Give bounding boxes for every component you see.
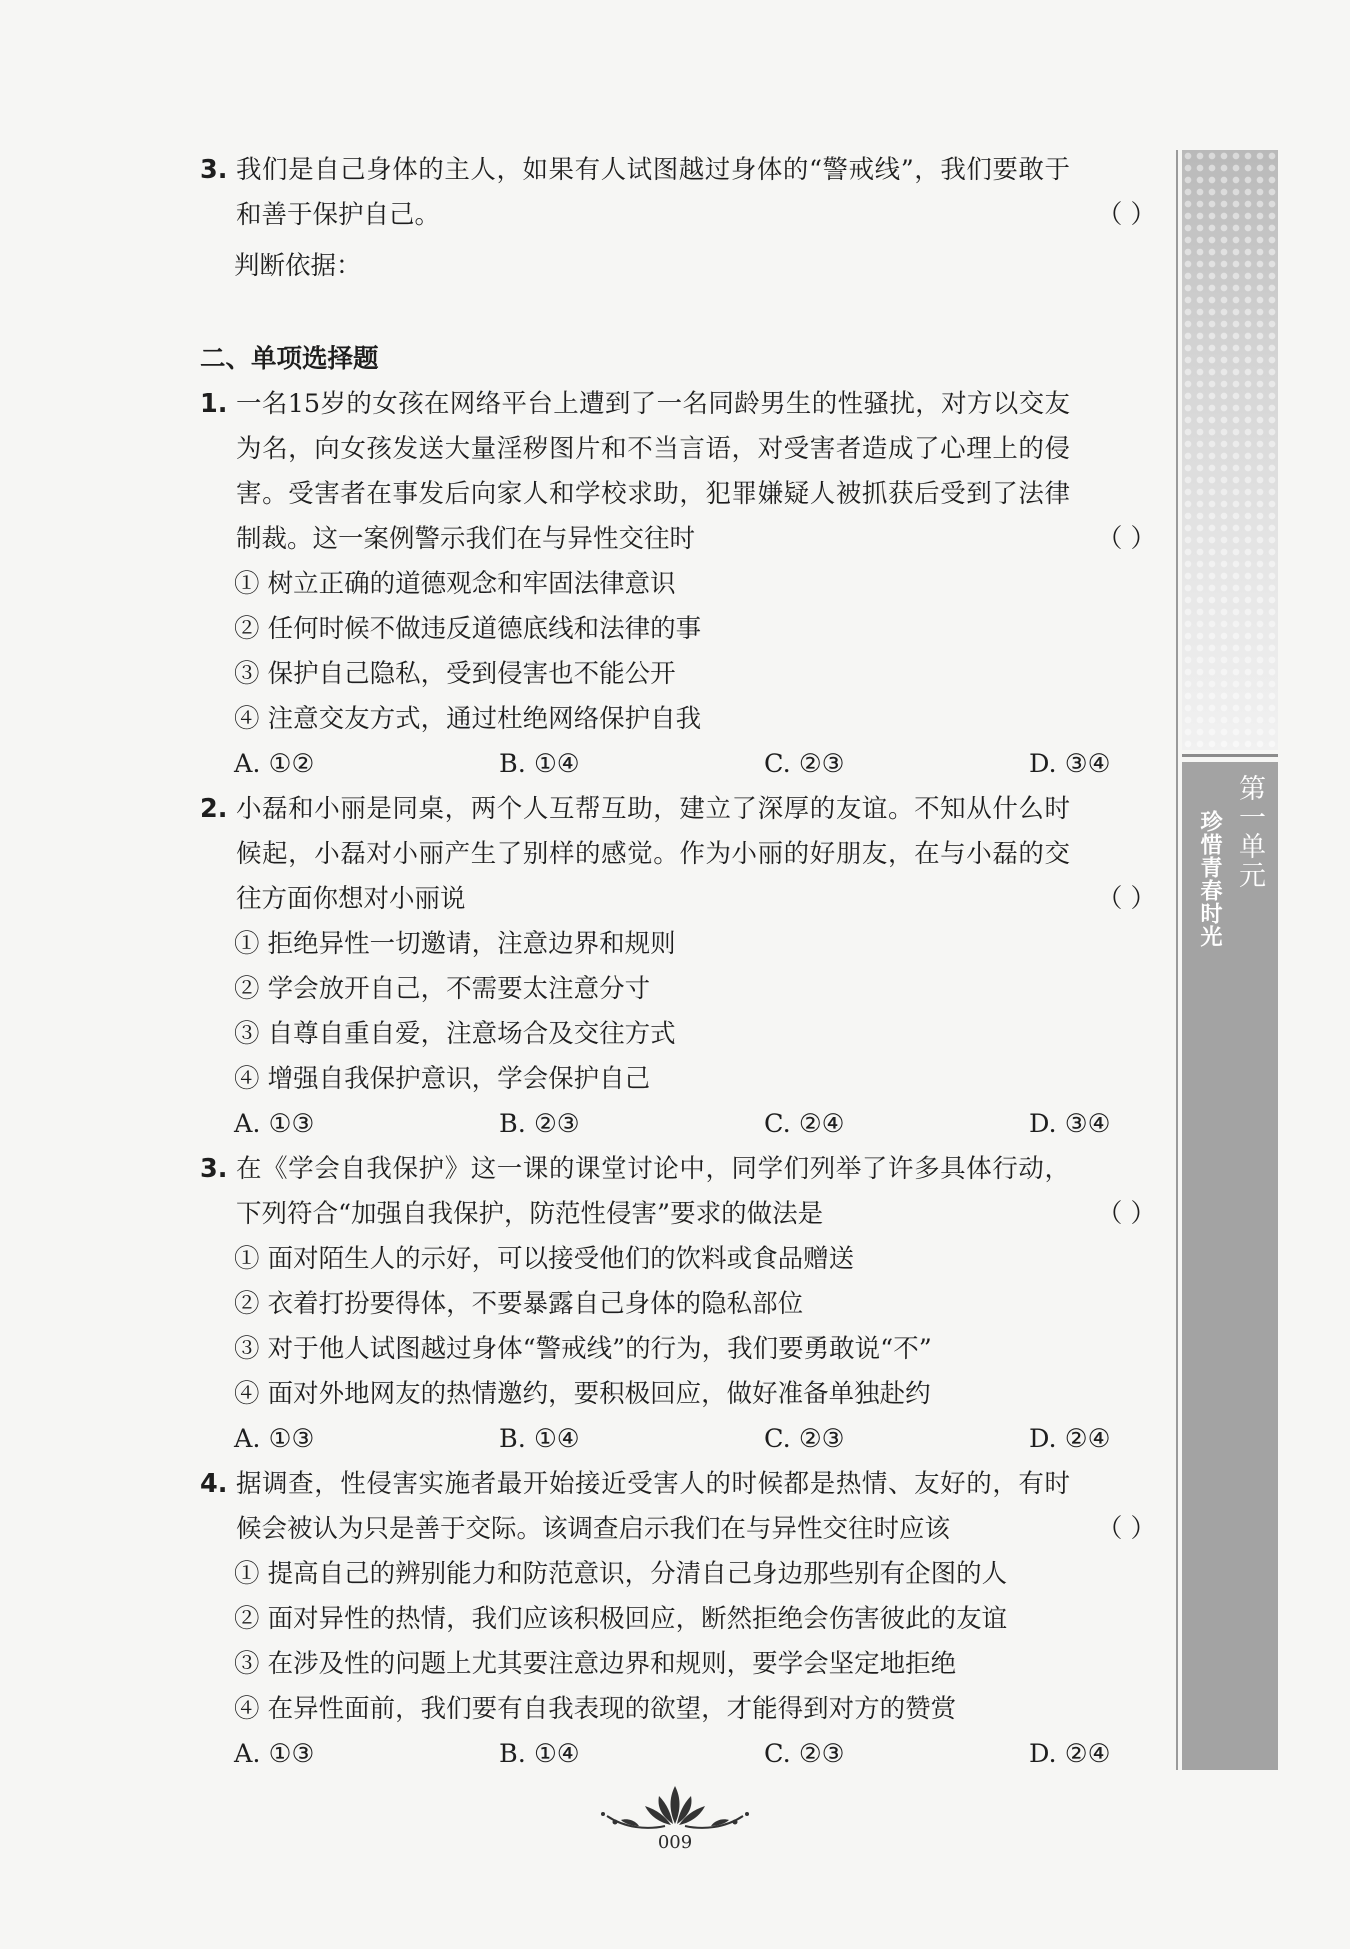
choice-b: B. ①④ — [499, 749, 580, 779]
question-number: 3. — [200, 155, 228, 185]
answer-parentheses: （ ） — [1096, 1199, 1156, 1229]
choice-a: A. ①③ — [234, 1109, 315, 1139]
option-item: ④ 面对外地网友的热情邀约，要积极回应，做好准备单独赴约 — [234, 1379, 931, 1409]
sidebar-divider — [1182, 754, 1278, 757]
option-item: ② 面对异性的热情，我们应该积极回应，断然拒绝会伤害彼此的友谊 — [234, 1604, 1008, 1634]
choice-c: C. ②③ — [764, 1424, 845, 1454]
option-item: ③ 自尊自重自爱，注意场合及交往方式 — [234, 1019, 676, 1049]
mc-question-2 — [200, 787, 1160, 1147]
question-stem — [236, 1462, 1160, 1552]
option-item: ① 提高自己的辨别能力和防范意识，分清自己身边那些别有企图的人 — [234, 1559, 1008, 1589]
answer-parentheses: （ ） — [1096, 884, 1156, 914]
choice-a: A. ①③ — [234, 1739, 315, 1769]
choice-a: A. ①② — [234, 749, 315, 779]
option-item: ④ 增强自我保护意识，学会保护自己 — [234, 1064, 651, 1094]
page-content — [200, 148, 1160, 1777]
page-footer — [595, 1780, 755, 1860]
floral-ornament-icon — [595, 1780, 755, 1832]
question-stem — [236, 382, 1160, 562]
question-stem — [236, 787, 1160, 922]
option-item: ② 学会放开自己，不需要太注意分寸 — [234, 974, 651, 1004]
question-number: 1. — [200, 389, 228, 419]
option-item: ③ 对于他人试图越过身体“警戒线”的行为，我们要勇敢说“不” — [234, 1334, 932, 1364]
choice-b: B. ①④ — [499, 1739, 580, 1769]
option-item: ① 面对陌生人的示好，可以接受他们的饮料或食品赠送 — [234, 1244, 855, 1274]
answer-parentheses: （ ） — [1096, 524, 1156, 554]
question-number: 3. — [200, 1154, 228, 1184]
judgment-basis-label: 判断依据： — [234, 251, 362, 281]
choice-b: B. ②③ — [499, 1109, 580, 1139]
option-item: ① 拒绝异性一切邀请，注意边界和规则 — [234, 929, 676, 959]
option-item: ① 树立正确的道德观念和牢固法律意识 — [234, 569, 676, 599]
unit-title: 第一单元 — [1234, 774, 1265, 890]
question-text: 小磊和小丽是同桌，两个人互帮互助，建立了深厚的友谊。不知从什么时候起，小磊对小丽产生了别样的感觉。作为小丽的好朋友，在与小磊的交往方面你想对小丽说 — [236, 794, 1070, 914]
choice-a: A. ①③ — [234, 1424, 315, 1454]
section-title: 二、单项选择题 — [200, 344, 379, 374]
option-item: ④ 注意交友方式，通过杜绝网络保护自我 — [234, 704, 702, 734]
option-item: ② 任何时候不做违反道德底线和法律的事 — [234, 614, 702, 644]
option-item: ④ 在异性面前，我们要有自我表现的欲望，才能得到对方的赞赏 — [234, 1694, 957, 1724]
choice-d: D. ③④ — [1029, 749, 1111, 779]
mc-question-4 — [200, 1462, 1160, 1777]
answer-choices — [234, 1417, 1160, 1462]
mc-question-3 — [200, 1147, 1160, 1462]
unit-subtitle: 珍惜青春时光 — [1197, 810, 1222, 948]
question-stem — [236, 1147, 1160, 1237]
answer-parentheses: （ ） — [1096, 1514, 1156, 1544]
question-number: 2. — [200, 794, 228, 824]
unit-sidebar — [1176, 150, 1278, 1770]
option-item: ③ 保护自己隐私，受到侵害也不能公开 — [234, 659, 676, 689]
question-text: 一名15岁的女孩在网络平台上遭到了一名同龄男生的性骚扰，对方以交友为名，向女孩发送大量淫秽图片和不当言语，对受害者造成了心理上的侵害。受害者在事发后向家人和学校求助，犯罪嫌疑人被抓获后受到了法律制裁。这一案例警示我们在与异性交往时 — [236, 389, 1070, 554]
question-text: 在《学会自我保护》这一课的课堂讨论中，同学们列举了许多具体行动，下列符合“加强自我保护，防范性侵害”要求的做法是 — [236, 1154, 1070, 1229]
choice-b: B. ①④ — [499, 1424, 580, 1454]
answer-choices — [234, 1732, 1160, 1777]
option-item: ③ 在涉及性的问题上尤其要注意边界和规则，要学会坚定地拒绝 — [234, 1649, 957, 1679]
choice-c: C. ②④ — [764, 1109, 845, 1139]
page-number: 009 — [657, 1832, 693, 1853]
answer-choices — [234, 742, 1160, 787]
question-text: 我们是自己身体的主人，如果有人试图越过身体的“警戒线”，我们要敢于和善于保护自己。 — [236, 155, 1070, 230]
question-stem — [236, 148, 1160, 238]
sidebar-dot-pattern — [1182, 150, 1278, 750]
question-number: 4. — [200, 1469, 228, 1499]
choice-c: C. ②③ — [764, 1739, 845, 1769]
option-item: ② 衣着打扮要得体，不要暴露自己身体的隐私部位 — [234, 1289, 804, 1319]
choice-c: C. ②③ — [764, 749, 845, 779]
choice-d: D. ②④ — [1029, 1424, 1111, 1454]
answer-choices — [234, 1102, 1160, 1147]
choice-d: D. ③④ — [1029, 1109, 1111, 1139]
question-text: 据调查，性侵害实施者最开始接近受害人的时候都是热情、友好的，有时候会被认为只是善于交际。该调查启示我们在与异性交往时应该 — [236, 1469, 1070, 1544]
judgment-question-3 — [200, 148, 1160, 289]
mc-question-1 — [200, 382, 1160, 787]
answer-parentheses: （ ） — [1096, 200, 1156, 230]
choice-d: D. ②④ — [1029, 1739, 1111, 1769]
